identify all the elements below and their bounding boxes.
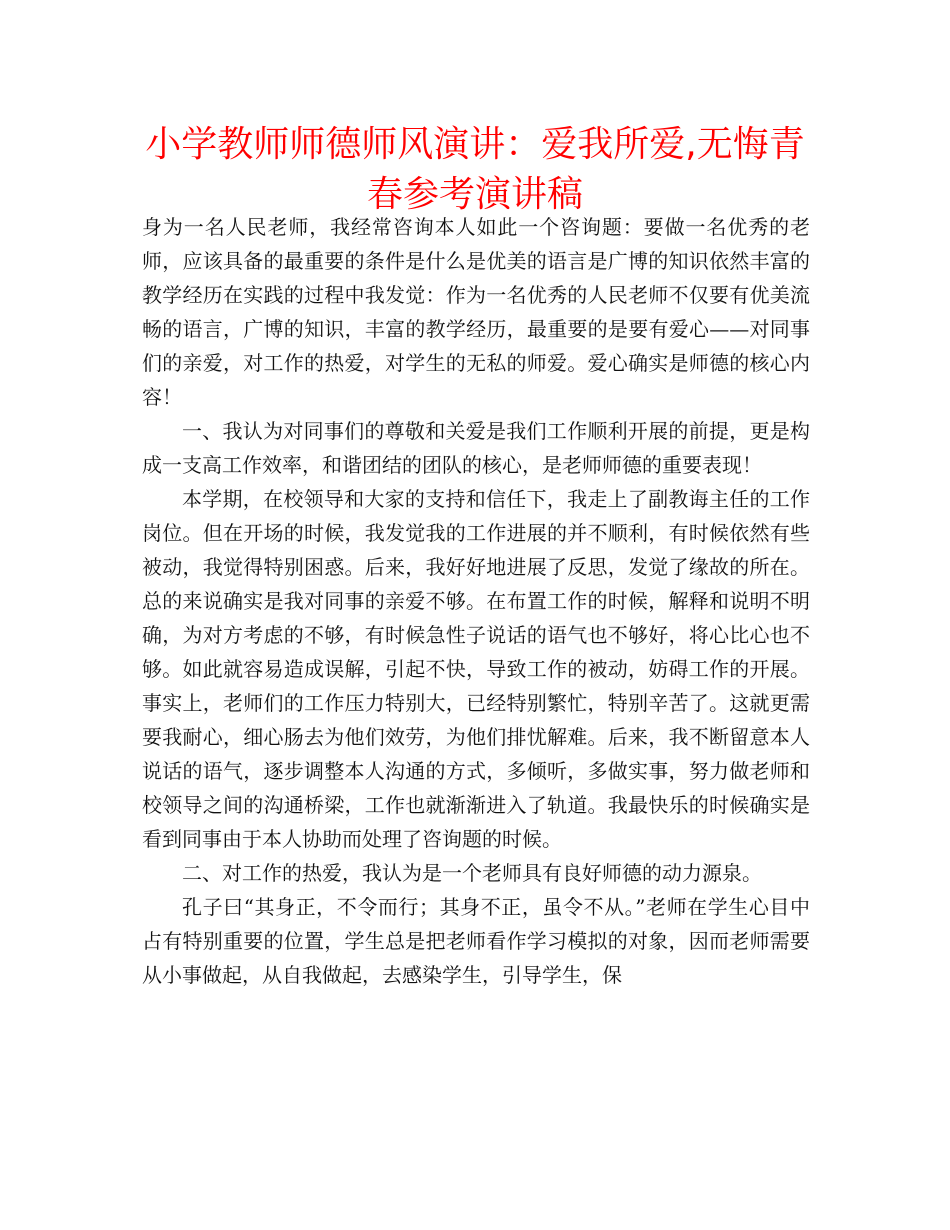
paragraph-confucius: 孔子曰“其身正，不令而行；其身不正，虽令不从。”老师在学生心目中占有特别重要的位置，学生总是把老师看作学习模拟的对象，因而老师需要从小事做起，从自我做起，去感染学生，引导学生，保 [142,895,810,987]
paragraph-section-one: 一、我认为对同事们的尊敬和关爱是我们工作顺利开展的前提，更是构成一支高工作效率，和谐团结的团队的核心，是老师师德的重要表现！ [142,419,810,477]
paragraph-intro: 身为一名人民老师，我经常咨询本人如此一个咨询题：要做一名优秀的老师，应该具备的最重要的条件是什么是优美的语言是广博的知识依然丰富的教学经历在实践的过程中我发觉：作为一名优秀的人民老师不仅要有优美流畅的语言，广博的知识，丰富的教学经历，最重要的是要有爱心——对同事们的亲爱，对工作的热爱，对学生的无私的师爱。爱心确实是师德的核心内容！ [142,215,810,409]
document-body [142,210,810,992]
document-title: 小学教师师德师风演讲：爱我所爱,无悔青春参考演讲稿 [145,124,805,215]
paragraph-section-two: 二、对工作的热爱，我认为是一个老师具有良好师德的动力源泉。 [182,861,762,885]
paragraph-semester: 本学期，在校领导和大家的支持和信任下，我走上了副教诲主任的工作岗位。但在开场的时候，我发觉我的工作进展的并不顺利，有时候依然有些被动，我觉得特别困惑。后来，我好好地进展了反思，发觉了缘故的所在。总的来说确实是我对同事的亲爱不够。在布置工作的时候，解释和说明不明确，为对方考虑的不够，有时候急性子说话的语气也不够好，将心比心也不够。如此就容易造成误解，引起不快，导致工作的被动，妨碍工作的开展。事实上，老师们的工作压力特别大，已经特别繁忙，特别辛苦了。这就更需要我耐心，细心肠去为他们效劳，为他们排忧解难。后来，我不断留意本人说话的语气，逐步调整本人沟通的方式，多倾听，多做实事，努力做老师和校领导之间的沟通桥梁，工作也就渐渐进入了轨道。我最快乐的时候确实是看到同事由于本人协助而处理了咨询题的时候。 [142,487,810,851]
